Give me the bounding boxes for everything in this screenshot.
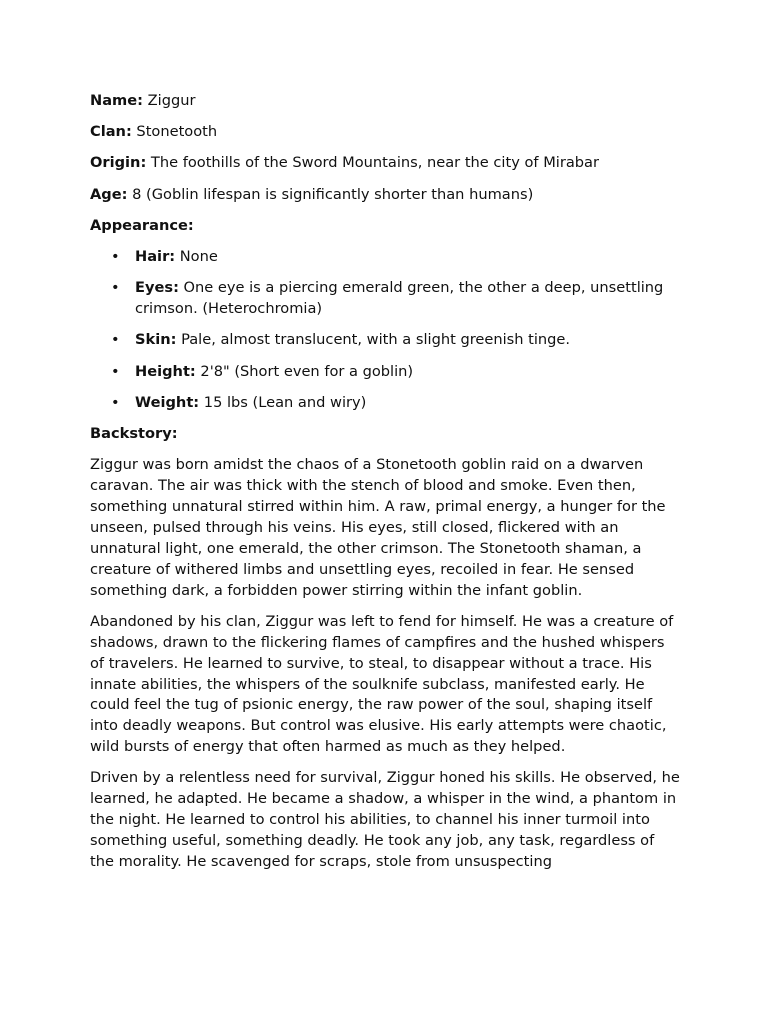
bullet-icon: • [111,331,120,349]
bullet-icon: • [111,362,120,380]
eyes-label: Eyes: [135,279,179,297]
age-field [90,185,680,206]
list-item [90,330,680,351]
bullet-icon: • [111,393,120,411]
backstory-paragraph-1: Ziggur was born amidst the chaos of a Stonetooth goblin raid on a dwarven caravan. The air was thick with the stench of blood and smoke. Even then, something unnatural stirred within him. A raw, primal energy, a hunger for the unseen, pulsed through his veins. His eyes, still closed, flickered with an unnatural light, one emerald, the other crimson. The Stonetooth shaman, a creature of withered limbs and unsettling eyes, recoiled in fear. He sensed something dark, a forbidden power stirring within the infant goblin. [90,456,666,599]
name-value: Ziggur [143,92,196,109]
weight-label: Weight: [135,393,200,411]
skin-label: Skin: [135,331,177,349]
name-field [90,91,680,112]
backstory-paragraph-3: Driven by a relentless need for survival, Ziggur honed his skills. He observed, he learned, he adapted. He became a shadow, a whisper in the wind, a phantom in the night. He learned to control his abilities, to channel his inner turmoil into something useful, something deadly. He took any job, any task, regardless of the morality. He scavenged for scraps, stole from unsuspecting [90,769,680,871]
clan-value: Stonetooth [131,123,218,141]
appearance-list [90,247,680,414]
origin-label: Origin: [90,154,147,172]
list-item [90,278,680,320]
bullet-icon: • [111,279,120,297]
origin-value: The foothills of the Sword Mountains, near the city of Mirabar [146,154,599,172]
height-value: 2'8" (Short even for a goblin) [195,362,414,380]
backstory-heading: Backstory: [90,424,178,442]
age-label: Age: [90,185,128,203]
list-item [90,393,680,414]
list-item [90,247,680,268]
weight-value: 15 lbs (Lean and wiry) [199,393,367,411]
hair-label: Hair: [135,248,176,266]
eyes-value: One eye is a piercing emerald green, the other a deep, unsettling crimson. (Heterochromia) [135,279,664,318]
backstory-paragraph-2: Abandoned by his clan, Ziggur was left to fend for himself. He was a creature of shadows, drawn to the flickering flames of campfires and the hushed whispers of travelers. He learned to survive, to steal, to disappear without a trace. His innate abilities, the whispers of the soulknife subclass, manifested early. He could feel the tug of psionic energy, the raw power of the soul, shaping itself into deadly weapons. But control was elusive. His early attempts were chaotic, wild bursts of energy that often harmed as much as they helped. [90,612,674,756]
origin-field [90,153,680,174]
bullet-icon: • [111,248,120,266]
height-label: Height: [135,362,196,380]
name-label: Name: [90,92,144,109]
age-value: 8 (Goblin lifespan is significantly shorter than humans) [127,185,534,203]
clan-field [90,122,680,143]
clan-label: Clan: [90,123,132,141]
list-item [90,362,680,383]
skin-value: Pale, almost translucent, with a slight greenish tinge. [176,331,571,349]
character-sheet [90,91,680,883]
appearance-heading: Appearance: [90,216,194,234]
hair-value: None [175,248,218,266]
